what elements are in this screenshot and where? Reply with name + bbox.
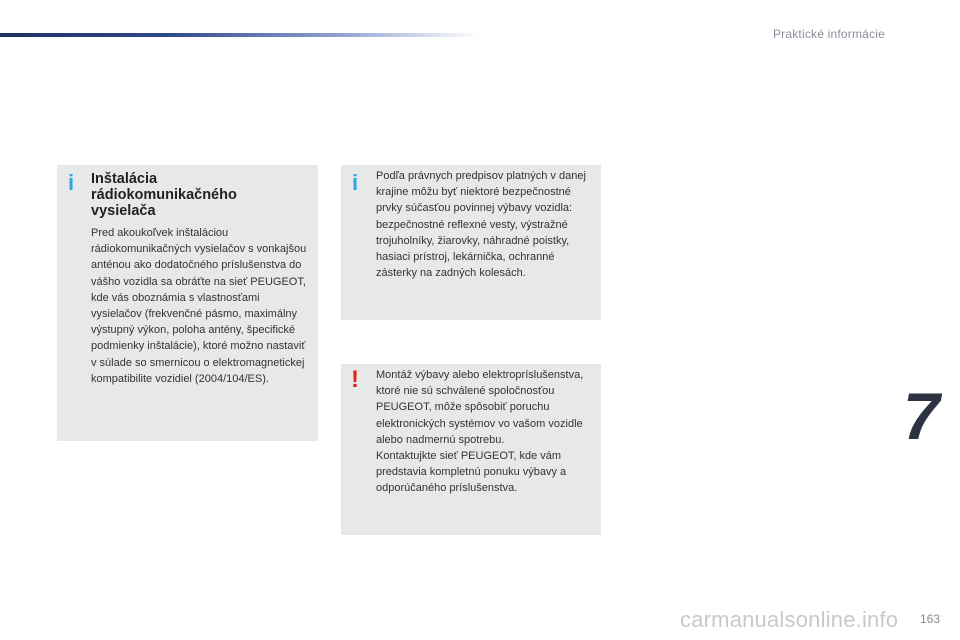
paragraph: Pred akoukoľvek inštaláciou rádiokomunikačných vysielačov s vonkajšou anténou ako dodatočného príslušenstva do vášho vozidla sa obráťte na sieť PEUGEOT, kde vás oboznámia s vlastnosťami vysielačov (frekvenčné pásmo, maximálny výstupný výkon, poloha antény, špecifické podmienky inštalácie), ktoré možno nastaviť v súlade so smernicou o elektromagnetickej kompatibilite vozidiel (2004/104/ES). — [91, 227, 307, 385]
info-icon: i — [68, 170, 75, 195]
accessories-warning-box — [341, 364, 601, 535]
paragraph: Montáž výbavy alebo elektropríslušenstva, ktoré nie sú schválené spoločnosťou PEUGEOT, môže spôsobiť poruchu elektronických systémov vo vašom vozidle alebo nadmernú spotrebu. — [376, 369, 584, 446]
radio-transmitter-info-box — [57, 165, 318, 441]
box-text — [91, 225, 309, 387]
safety-equipment-info-box — [341, 165, 601, 320]
section-title: Praktické informácie — [772, 27, 885, 41]
info-icon: i — [352, 170, 359, 195]
header-gradient-bar — [0, 33, 480, 37]
paragraph: Podľa právnych predpisov platných v danej krajine môžu byť niektoré bezpečnostné prvky súčasťou povinnej výbavy vozidla: bezpečnostné reflexné vesty, výstražné trojuholníky, žiarovky, náhradné poistky, hasiaci prístroj, lekárnička, ochranné zásterky na zadných kolesách. — [376, 170, 586, 280]
box-text — [376, 168, 594, 281]
paragraph: Kontaktujkte sieť PEUGEOT, kde vám predstavia kompletnú ponuku výbavy a odporúčaného príslušenstva. — [376, 450, 567, 495]
watermark: carmanualsonline.info — [680, 607, 899, 632]
box-title: Inštalácia rádiokomunikačného vysielača — [91, 171, 237, 219]
chapter-number: 7 — [903, 379, 940, 453]
warning-icon: ! — [351, 366, 359, 393]
page-number: 163 — [919, 612, 940, 626]
box-text — [376, 367, 594, 497]
